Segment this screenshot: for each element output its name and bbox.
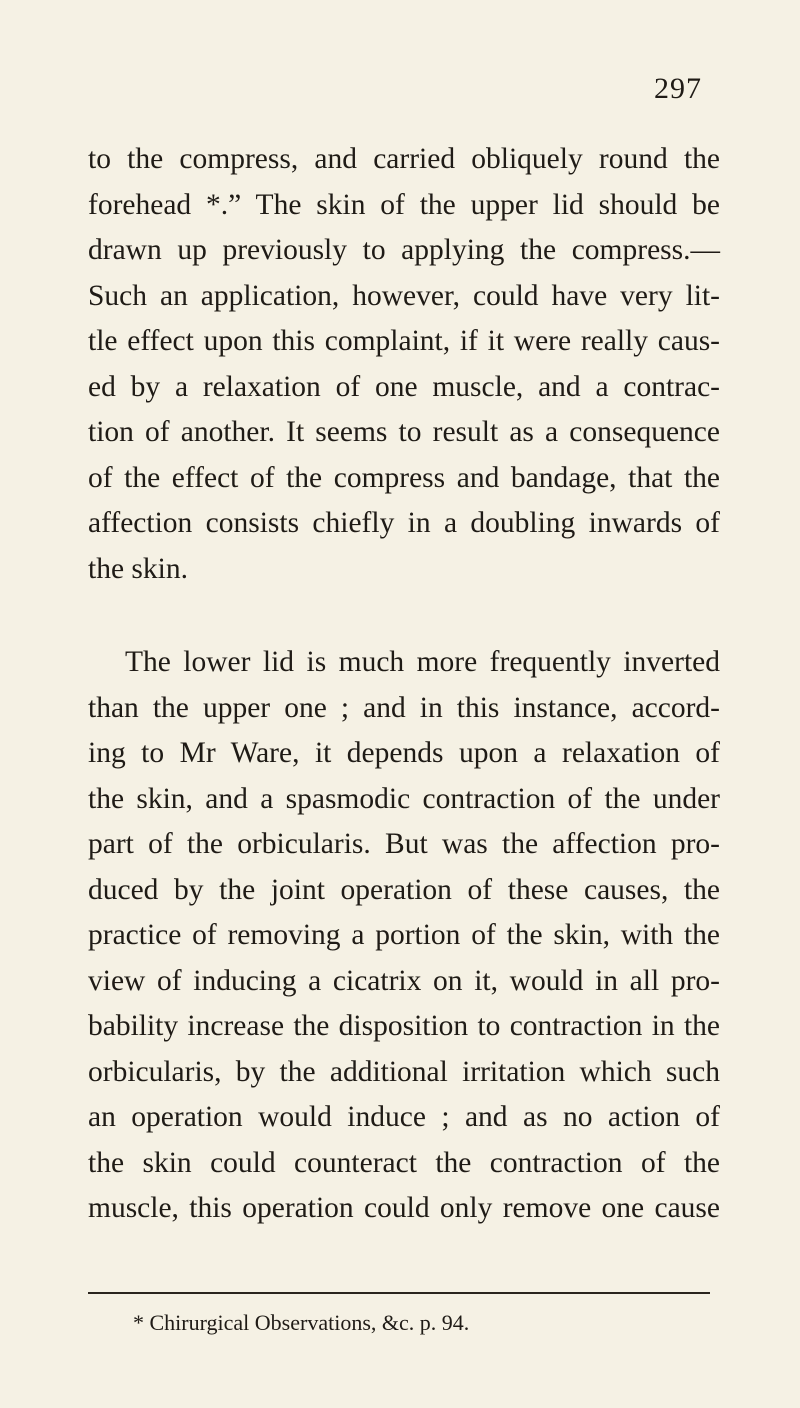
text-line: forehead *.” The skin of the upper lid should be [88, 188, 720, 221]
paragraph-2 [88, 640, 720, 1232]
text-line: to the compress, and carried obliquely round the [88, 143, 720, 175]
text-line: of the effect of the compress and bandage, that the [88, 461, 720, 494]
text-line: an operation would induce ; and as no action of [88, 1101, 720, 1133]
footnote: * Chirurgical Observations, &c. p. 94. [133, 1310, 470, 1335]
paragraph-1 [88, 137, 720, 592]
text-line: practice of removing a portion of the skin, with the [88, 919, 720, 951]
text-line: muscle, this operation could only remove one cause [88, 1192, 720, 1224]
text-line: The lower lid is much more frequently inverted [125, 646, 720, 678]
footnote-divider [88, 1292, 710, 1294]
text-line: ed by a relaxation of one muscle, and a contrac- [88, 370, 720, 403]
text-line: bability increase the disposition to contraction in the [88, 1010, 720, 1042]
page-number: 297 [654, 72, 702, 105]
text-line: tle effect upon this complaint, if it were really caus- [88, 325, 720, 357]
text-line: Such an application, however, could have very lit- [88, 279, 720, 312]
text-line: duced by the joint operation of these causes, the [88, 873, 720, 906]
paragraph-gap [88, 592, 720, 640]
text-line: orbicularis, by the additional irritation which such [88, 1055, 720, 1088]
text-line: than the upper one ; and in this instance, accord- [88, 691, 720, 724]
text-line: tion of another. It seems to result as a consequence [88, 416, 720, 448]
text-line: ing to Mr Ware, it depends upon a relaxation of [88, 737, 720, 769]
body-text [88, 137, 720, 1232]
text-line: the skin, and a spasmodic contraction of the under [88, 782, 720, 815]
text-line: affection consists chiefly in a doubling inwards of [88, 507, 720, 539]
text-line: part of the orbicularis. But was the affection pro- [88, 828, 720, 860]
text-line: drawn up previously to applying the compress.— [88, 234, 720, 266]
text-line: the skin could counteract the contraction of the [88, 1146, 720, 1179]
text-line: view of inducing a cicatrix on it, would in all pro- [88, 964, 720, 997]
text-line: the skin. [88, 552, 188, 585]
